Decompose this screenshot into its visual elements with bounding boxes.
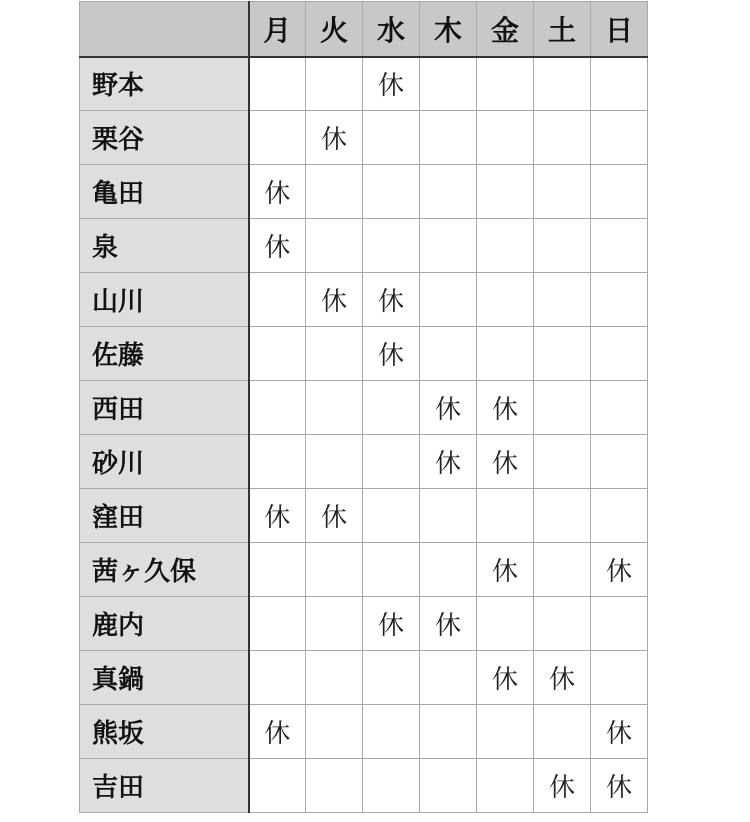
day-off-cell: 休 — [591, 759, 648, 813]
day-off-cell: 休 — [306, 489, 363, 543]
day-off-cell: 休 — [534, 759, 591, 813]
day-off-cell — [306, 327, 363, 381]
table-row — [80, 57, 648, 111]
table-row — [80, 381, 648, 435]
day-off-cell — [420, 489, 477, 543]
day-off-cell: 休 — [591, 543, 648, 597]
day-off-cell — [591, 57, 648, 111]
day-off-cell — [249, 543, 306, 597]
day-off-cell — [591, 165, 648, 219]
day-off-cell — [306, 597, 363, 651]
day-off-cell — [420, 543, 477, 597]
day-header-tue: 火 — [306, 2, 363, 57]
day-off-cell: 休 — [363, 327, 420, 381]
table-row — [80, 111, 648, 165]
day-off-cell — [477, 759, 534, 813]
day-off-cell — [591, 381, 648, 435]
day-off-cell — [420, 327, 477, 381]
table-row — [80, 489, 648, 543]
day-off-cell — [477, 327, 534, 381]
employee-name-cell: 野本 — [80, 57, 249, 111]
day-off-cell — [306, 435, 363, 489]
day-off-cell — [591, 219, 648, 273]
header-corner-cell — [80, 2, 249, 57]
day-header-wed: 水 — [363, 2, 420, 57]
employee-name-cell: 佐藤 — [80, 327, 249, 381]
employee-name-cell: 窪田 — [80, 489, 249, 543]
day-off-cell — [534, 219, 591, 273]
day-off-cell: 休 — [477, 381, 534, 435]
day-off-cell — [420, 705, 477, 759]
employee-name-cell: 栗谷 — [80, 111, 249, 165]
day-off-cell — [249, 597, 306, 651]
day-off-cell: 休 — [477, 435, 534, 489]
day-off-cell — [363, 435, 420, 489]
header-row — [80, 2, 648, 57]
day-off-cell — [591, 597, 648, 651]
day-off-cell: 休 — [420, 381, 477, 435]
day-off-cell — [420, 111, 477, 165]
day-off-cell: 休 — [363, 597, 420, 651]
table-body — [80, 57, 648, 813]
day-off-cell — [420, 219, 477, 273]
day-off-cell: 休 — [591, 705, 648, 759]
table-row — [80, 219, 648, 273]
day-off-cell: 休 — [249, 489, 306, 543]
employee-name-cell: 泉 — [80, 219, 249, 273]
day-off-cell — [534, 381, 591, 435]
day-off-cell: 休 — [363, 273, 420, 327]
day-off-cell — [534, 489, 591, 543]
employee-name-cell: 山川 — [80, 273, 249, 327]
day-off-cell — [420, 165, 477, 219]
shift-schedule-table — [79, 1, 648, 813]
table-row — [80, 651, 648, 705]
day-off-cell: 休 — [420, 597, 477, 651]
employee-name-cell: 亀田 — [80, 165, 249, 219]
day-off-cell — [249, 111, 306, 165]
day-off-cell — [534, 111, 591, 165]
day-off-cell — [477, 219, 534, 273]
table-row — [80, 543, 648, 597]
day-off-cell — [249, 435, 306, 489]
employee-name-cell: 砂川 — [80, 435, 249, 489]
table-row — [80, 705, 648, 759]
day-off-cell — [534, 543, 591, 597]
day-off-cell — [420, 57, 477, 111]
table-row — [80, 327, 648, 381]
day-off-cell: 休 — [477, 651, 534, 705]
day-off-cell — [306, 165, 363, 219]
day-off-cell: 休 — [249, 219, 306, 273]
day-off-cell — [591, 111, 648, 165]
day-off-cell: 休 — [306, 111, 363, 165]
day-off-cell — [363, 219, 420, 273]
table-row — [80, 165, 648, 219]
day-off-cell — [420, 273, 477, 327]
day-off-cell — [420, 651, 477, 705]
table-row — [80, 759, 648, 813]
table-row — [80, 273, 648, 327]
day-header-sun: 日 — [591, 2, 648, 57]
day-off-cell — [249, 381, 306, 435]
day-off-cell — [534, 57, 591, 111]
employee-name-cell: 西田 — [80, 381, 249, 435]
day-off-cell — [249, 273, 306, 327]
day-off-cell: 休 — [420, 435, 477, 489]
day-off-cell — [306, 57, 363, 111]
employee-name-cell: 茜ヶ久保 — [80, 543, 249, 597]
day-header-mon: 月 — [249, 2, 306, 57]
employee-name-cell: 吉田 — [80, 759, 249, 813]
day-off-cell — [306, 219, 363, 273]
day-off-cell — [534, 165, 591, 219]
employee-name-cell: 真鍋 — [80, 651, 249, 705]
day-off-cell: 休 — [249, 165, 306, 219]
day-off-cell — [363, 111, 420, 165]
day-off-cell — [363, 705, 420, 759]
day-off-cell — [249, 327, 306, 381]
day-off-cell: 休 — [249, 705, 306, 759]
day-off-cell — [591, 651, 648, 705]
day-off-cell — [363, 165, 420, 219]
employee-name-cell: 熊坂 — [80, 705, 249, 759]
day-off-cell — [363, 489, 420, 543]
day-off-cell: 休 — [363, 57, 420, 111]
day-header-thu: 木 — [420, 2, 477, 57]
table-header — [80, 2, 648, 57]
day-off-cell: 休 — [477, 543, 534, 597]
day-off-cell — [591, 435, 648, 489]
day-off-cell — [306, 543, 363, 597]
day-off-cell — [249, 57, 306, 111]
day-off-cell — [477, 111, 534, 165]
day-off-cell — [534, 273, 591, 327]
day-off-cell — [477, 273, 534, 327]
day-off-cell — [534, 435, 591, 489]
day-off-cell — [477, 705, 534, 759]
day-off-cell — [363, 759, 420, 813]
day-off-cell — [306, 381, 363, 435]
day-off-cell — [591, 327, 648, 381]
day-off-cell — [534, 327, 591, 381]
day-off-cell — [534, 597, 591, 651]
day-off-cell — [363, 381, 420, 435]
day-off-cell — [591, 489, 648, 543]
day-off-cell — [249, 759, 306, 813]
day-off-cell — [249, 651, 306, 705]
day-off-cell — [363, 651, 420, 705]
day-off-cell — [591, 273, 648, 327]
day-off-cell — [477, 597, 534, 651]
day-off-cell — [534, 705, 591, 759]
day-off-cell — [363, 543, 420, 597]
day-off-cell: 休 — [534, 651, 591, 705]
employee-name-cell: 鹿内 — [80, 597, 249, 651]
day-off-cell: 休 — [306, 273, 363, 327]
day-off-cell — [306, 651, 363, 705]
day-off-cell — [306, 759, 363, 813]
day-off-cell — [477, 489, 534, 543]
day-off-cell — [306, 705, 363, 759]
day-header-sat: 土 — [534, 2, 591, 57]
day-off-cell — [420, 759, 477, 813]
day-off-cell — [477, 57, 534, 111]
table-row — [80, 435, 648, 489]
day-off-cell — [477, 165, 534, 219]
table-row — [80, 597, 648, 651]
day-header-fri: 金 — [477, 2, 534, 57]
